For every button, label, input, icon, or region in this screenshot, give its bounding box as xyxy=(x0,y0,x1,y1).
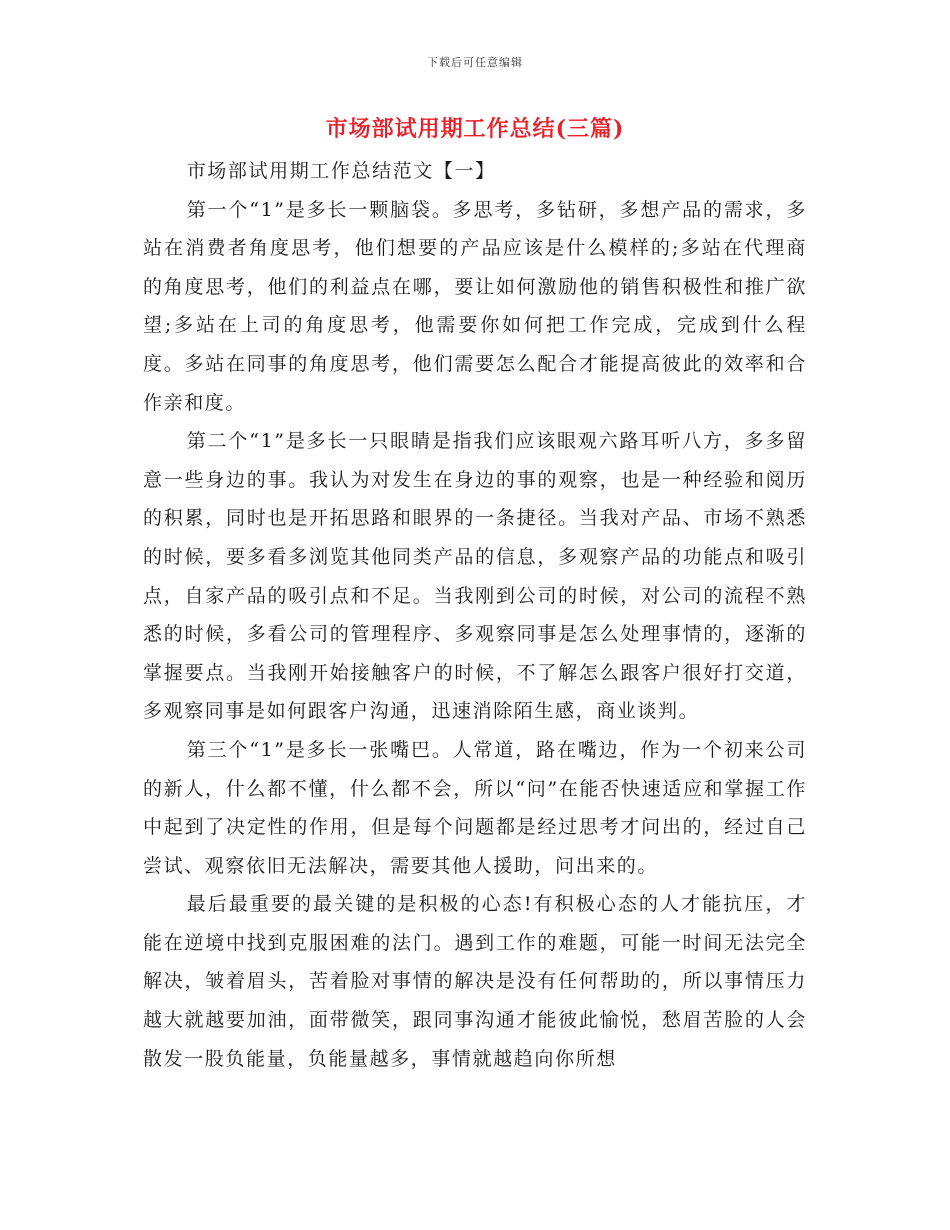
paragraph-4: 最后最重要的最关键的是积极的心态!有积极心态的人才能抗压，才能在逆境中找到克服困难的法门。遇到工作的难题，可能一时间无法完全解决，皱着眉头，苦着脸对事情的解决是没有任何帮助的，所以事情压力越大就越要加油，面带微笑，跟同事沟通才能彼此愉悦，愁眉苦脸的人会散发一股负能量，负能量越多，事情就越趋向你所想 xyxy=(143,893,807,1070)
page-header-note: 下载后可任意编辑 xyxy=(427,56,523,69)
document-body xyxy=(143,152,807,1078)
paragraph-3: 第三个“1”是多长一张嘴巴。人常道，路在嘴边，作为一个初来公司的新人，什么都不懂，什么都不会，所以“问”在能否快速适应和掌握工作中起到了决定性的作用，但是每个问题都是经过思考才问出的，经过自己尝试、观察依旧无法解决，需要其他人援助，问出来的。 xyxy=(143,738,807,877)
document-title: 市场部试用期工作总结(三篇) xyxy=(325,116,625,142)
section-heading: 市场部试用期工作总结范文【一】 xyxy=(186,160,496,182)
paragraph-2: 第二个“1”是多长一只眼睛是指我们应该眼观六路耳听八方，多多留意一些身边的事。我认为对发生在身边的事的观察，也是一种经验和阅历的积累，同时也是开拓思路和眼界的一条捷径。当我对产品、市场不熟悉的时候，要多看多浏览其他同类产品的信息，多观察产品的功能点和吸引点，自家产品的吸引点和不足。当我刚到公司的时候，对公司的流程不熟悉的时候，多看公司的管理程序、多观察同事是怎么处理事情的，逐渐的掌握要点。当我刚开始接触客户的时候，不了解怎么跟客户很好打交道，多观察同事是如何跟客户沟通，迅速消除陌生感，商业谈判。 xyxy=(143,430,807,723)
paragraph-1: 第一个“1”是多长一颗脑袋。多思考，多钻研，多想产品的需求，多站在消费者角度思考，他们想要的产品应该是什么模样的;多站在代理商的角度思考，他们的利益点在哪，要让如何激励他的销售积极性和推广欲望;多站在上司的角度思考，他需要你如何把工作完成，完成到什么程度。多站在同事的角度思考，他们需要怎么配合才能提高彼此的效率和合作亲和度。 xyxy=(143,198,807,414)
